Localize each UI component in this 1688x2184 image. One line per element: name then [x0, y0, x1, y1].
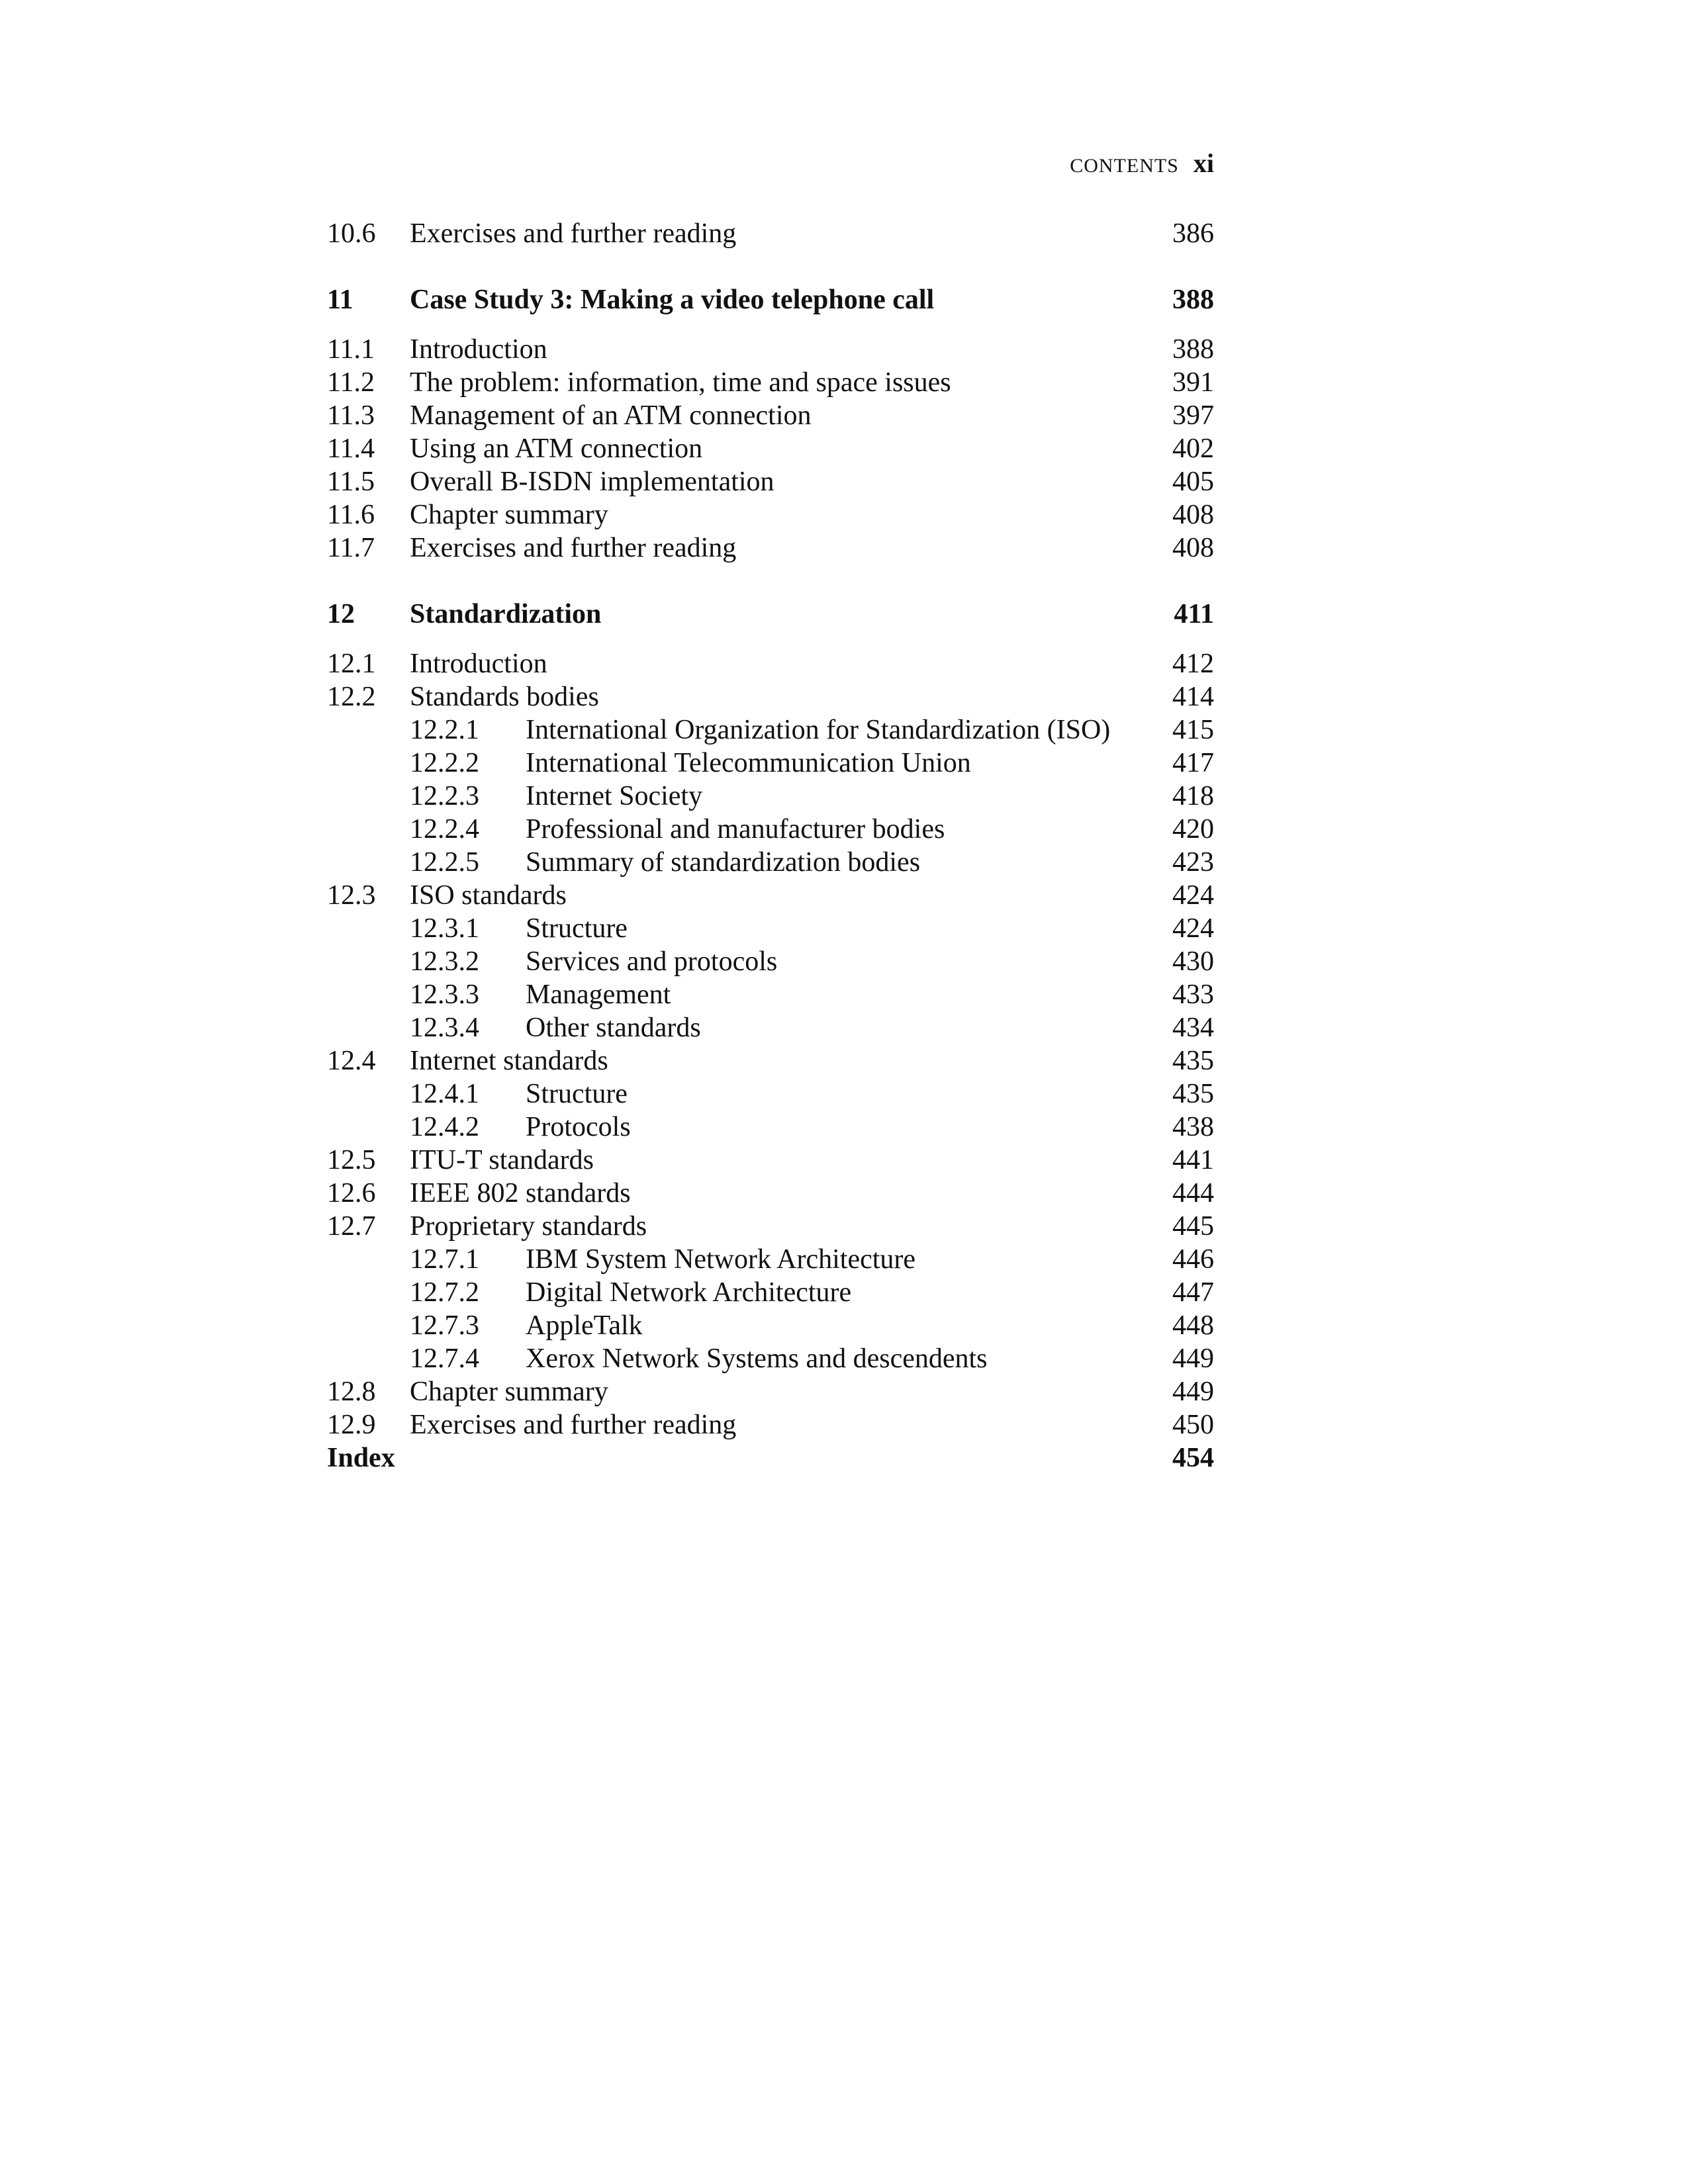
toc-entry — [327, 680, 1214, 713]
toc-entry-page: 445 — [1172, 1211, 1214, 1242]
toc-entry-title: ISO standards — [410, 880, 567, 911]
toc-entry-page: 438 — [1172, 1112, 1214, 1142]
toc-entry-page: 412 — [1172, 649, 1214, 679]
toc-entry-title: Internet Society — [526, 781, 703, 811]
toc-entry-page: 415 — [1172, 715, 1214, 745]
toc-entry — [327, 432, 1214, 465]
toc-entry — [327, 531, 1214, 565]
toc-entry — [327, 333, 1214, 366]
toc-subentry — [327, 912, 1214, 945]
toc-entry-number: 12.7.2 — [410, 1277, 479, 1308]
toc-entry-title: The problem: information, time and space issues — [410, 367, 951, 398]
toc-subentry — [327, 1342, 1214, 1375]
toc-entry-number: Index — [327, 1443, 395, 1473]
toc-entry-number: 12.3.1 — [410, 913, 479, 944]
toc-entry — [327, 399, 1214, 432]
toc-subentry — [327, 780, 1214, 813]
page-number: xi — [1193, 148, 1214, 178]
toc-entry — [327, 1177, 1214, 1210]
toc-entry-page: 449 — [1172, 1377, 1214, 1407]
toc-entry-page: 449 — [1172, 1343, 1214, 1374]
toc-entry — [327, 647, 1214, 680]
toc-entry-page: 397 — [1172, 400, 1214, 431]
toc-entry-title: Management of an ATM connection — [410, 400, 812, 431]
toc-entry-number: 12.7 — [327, 1211, 376, 1242]
toc-entry-page: 408 — [1172, 500, 1214, 530]
toc-entry-number: 12.3.4 — [410, 1013, 479, 1043]
toc-subentry — [327, 1111, 1214, 1144]
toc-entry-title: Overall B-ISDN implementation — [410, 467, 774, 497]
toc-subentry — [327, 1243, 1214, 1276]
toc-entry-title: Case Study 3: Making a video telephone call — [410, 285, 935, 315]
toc-subentry — [327, 747, 1214, 780]
toc-entry — [327, 498, 1214, 531]
toc-entry-page: 391 — [1172, 367, 1214, 398]
toc-entry-page: 424 — [1172, 880, 1214, 911]
toc-entry-number: 11.4 — [327, 433, 375, 464]
toc-entry-title: Management — [526, 979, 671, 1010]
toc-entry-page: 434 — [1172, 1013, 1214, 1043]
toc-entry-title: Other standards — [526, 1013, 701, 1043]
toc-entry-number: 11.7 — [327, 533, 375, 563]
toc-entry-title: Standardization — [410, 599, 602, 629]
toc-entry-number: 12.3.2 — [410, 946, 479, 977]
toc-entry — [327, 366, 1214, 399]
toc-entry-page: 424 — [1172, 913, 1214, 944]
toc-entry — [327, 1144, 1214, 1177]
toc-entry-page: 444 — [1172, 1178, 1214, 1208]
running-head-label: CONTENTS — [1070, 155, 1179, 177]
toc-entry-page: 408 — [1172, 533, 1214, 563]
toc-entry-number: 12.8 — [327, 1377, 376, 1407]
toc-entry-title: Protocols — [526, 1112, 631, 1142]
toc-entry-number: 12.1 — [327, 649, 376, 679]
toc-entry-page: 441 — [1172, 1145, 1214, 1175]
toc-entry-number: 10.6 — [327, 218, 376, 249]
toc-entry — [327, 879, 1214, 912]
toc-subentry — [327, 1309, 1214, 1342]
toc-entry-number: 12 — [327, 599, 355, 629]
toc-entry-title: Structure — [526, 913, 628, 944]
toc-entry-number: 12.2.5 — [410, 847, 479, 878]
toc-subentry — [327, 846, 1214, 879]
toc-entry-number: 12.4 — [327, 1046, 376, 1076]
toc-entry-page: 454 — [1172, 1443, 1214, 1473]
toc-entry-title: Summary of standardization bodies — [526, 847, 921, 878]
toc-entry-page: 435 — [1172, 1046, 1214, 1076]
toc-chapter-heading — [327, 598, 1214, 631]
toc-entry-page: 388 — [1172, 334, 1214, 365]
toc-entry-title: Exercises and further reading — [410, 1410, 737, 1440]
toc-entry-number: 12.2.4 — [410, 814, 479, 844]
toc-entry-title: Introduction — [410, 649, 547, 679]
toc-entry-page: 388 — [1172, 285, 1214, 315]
toc-subentry — [327, 1276, 1214, 1309]
toc-entry-page: 448 — [1172, 1310, 1214, 1341]
toc-entry-number: 12.2.3 — [410, 781, 479, 811]
toc-entry-title: Exercises and further reading — [410, 533, 737, 563]
toc-entry-title: Introduction — [410, 334, 547, 365]
running-head — [327, 147, 1214, 186]
toc-entry-number: 11.6 — [327, 500, 375, 530]
toc-subentry — [327, 1077, 1214, 1111]
toc-entry-number: 12.4.2 — [410, 1112, 479, 1142]
toc-entry-page: 423 — [1172, 847, 1214, 878]
toc-entry-number: 12.7.4 — [410, 1343, 479, 1374]
toc-entry — [327, 1408, 1214, 1441]
toc-entry-page: 386 — [1172, 218, 1214, 249]
toc-entry — [327, 1375, 1214, 1408]
toc-entry-number: 12.2.2 — [410, 748, 479, 778]
toc-entry-title: Structure — [526, 1079, 628, 1109]
toc-entry-title: Digital Network Architecture — [526, 1277, 852, 1308]
toc-entry-page: 435 — [1172, 1079, 1214, 1109]
toc-entry-title: Internet standards — [410, 1046, 608, 1076]
toc-entry-number: 12.3.3 — [410, 979, 479, 1010]
toc-entry-number: 12.7.3 — [410, 1310, 479, 1341]
toc-entry-page: 402 — [1172, 433, 1214, 464]
toc-entry-title: Chapter summary — [410, 500, 608, 530]
toc-entry-title: Standards bodies — [410, 682, 599, 712]
toc-entry-title: Services and protocols — [526, 946, 778, 977]
toc-chapter-heading — [327, 283, 1214, 316]
toc-entry-number: 12.3 — [327, 880, 376, 911]
toc-entry-title: International Organization for Standardization (ISO) — [526, 715, 1111, 745]
toc-entry-page: 433 — [1172, 979, 1214, 1010]
toc-subentry — [327, 978, 1214, 1011]
toc-entry-title: IBM System Network Architecture — [526, 1244, 916, 1275]
toc-entry-number: 12.6 — [327, 1178, 376, 1208]
toc-entry-number: 11 — [327, 285, 353, 315]
toc-entry-title: Proprietary standards — [410, 1211, 647, 1242]
toc-entry — [327, 1044, 1214, 1077]
toc-entry-number: 11.5 — [327, 467, 375, 497]
toc-entry-number: 12.2.1 — [410, 715, 479, 745]
toc-subentry — [327, 813, 1214, 846]
toc-index-entry — [327, 1441, 1214, 1475]
toc-entry-title: IEEE 802 standards — [410, 1178, 631, 1208]
toc-entry-page: 417 — [1172, 748, 1214, 778]
toc-entry-title: Chapter summary — [410, 1377, 608, 1407]
toc-entry-page: 450 — [1172, 1410, 1214, 1440]
toc-entry-page: 414 — [1172, 682, 1214, 712]
toc-entry-title: AppleTalk — [526, 1310, 643, 1341]
toc-entry-number: 12.5 — [327, 1145, 376, 1175]
toc-entry-title: International Telecommunication Union — [526, 748, 971, 778]
toc-subentry — [327, 713, 1214, 747]
toc-entry-number: 11.1 — [327, 334, 375, 365]
toc-entry-page: 446 — [1172, 1244, 1214, 1275]
toc-entry-page: 447 — [1172, 1277, 1214, 1308]
toc-entry-number: 11.2 — [327, 367, 375, 398]
toc-entry-number: 12.9 — [327, 1410, 376, 1440]
toc-entry-number: 12.4.1 — [410, 1079, 479, 1109]
toc-entry-number: 12.2 — [327, 682, 376, 712]
toc-entry-title: Professional and manufacturer bodies — [526, 814, 945, 844]
toc-entry-page: 405 — [1172, 467, 1214, 497]
toc-entry — [327, 465, 1214, 498]
toc-entry-page: 411 — [1174, 599, 1214, 629]
toc-entry-title: Xerox Network Systems and descendents — [526, 1343, 988, 1374]
toc-entry — [327, 217, 1214, 250]
toc-entry-title: ITU-T standards — [410, 1145, 594, 1175]
toc-entry — [327, 1210, 1214, 1243]
toc-entry-title: Exercises and further reading — [410, 218, 737, 249]
toc-subentry — [327, 945, 1214, 978]
toc-entry-title: Using an ATM connection — [410, 433, 703, 464]
toc-subentry — [327, 1011, 1214, 1044]
toc-entry-number: 12.7.1 — [410, 1244, 479, 1275]
toc-entry-number: 11.3 — [327, 400, 375, 431]
toc-entry-page: 420 — [1172, 814, 1214, 844]
toc-entry-page: 418 — [1172, 781, 1214, 811]
toc-entry-page: 430 — [1172, 946, 1214, 977]
